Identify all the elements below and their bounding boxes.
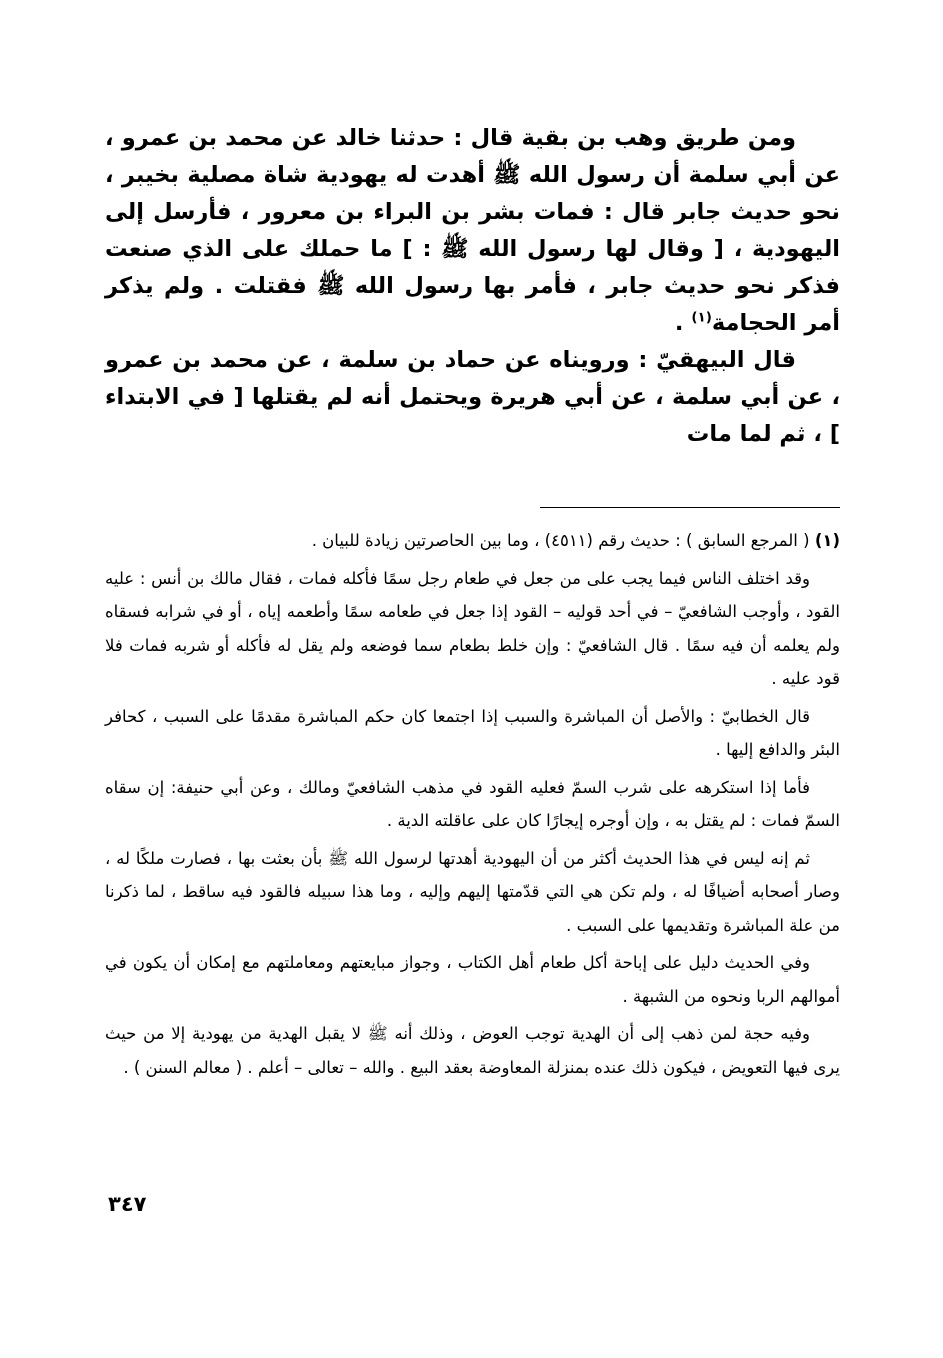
footnote-paragraph: فأما إذا استكرهه على شرب السمّ فعليه القود في مذهب الشافعيّ ومالك ، وعن أبي حنيفة: إن سقاه السمّ فمات : لم يقتل به ، وإن أوجره إيجارًا كان على عاقلته الدية . bbox=[105, 777, 840, 830]
footnote-number: (١) bbox=[814, 531, 840, 550]
footnote-paragraph: وقد اختلف الناس فيما يجب على من جعل في طعام رجل سمًا فأكله فمات ، فقال مالك بن أنس : عليه القود ، وأوجب الشافعيّ – في أحد قوليه – القود إذا جعل في طعامه سمًا وأطعمه إياه ، أو في شرابه فسقاه ولم يعلمه أن فيه سمًا . قال الشافعيّ : وإن خلط بطعام سما فوضعه ولم يقل له فأكله أو شربه فمات فلا قود عليه . bbox=[105, 568, 840, 688]
footnote-divider bbox=[540, 507, 840, 508]
main-paragraph-text: ومن طريق وهب بن بقية قال : حدثنا خالد عن محمد بن عمرو ، عن أبي سلمة أن رسول الله ﷺ أهدت له يهودية شاة مصلية بخيبر ، نحو حديث جابر قال : فمات بشر بن البراء بن معرور ، فأرسل إلى اليهودية ، [ وقال لها رسول الله ﷺ : ] ما حملك على الذي صنعت فذكر نحو حديث جابر ، فأمر بها رسول الله ﷺ فقتلت . ولم يذكر أمر الحجامة bbox=[105, 125, 840, 336]
footnote-paragraph: وفي الحديث دليل على إباحة أكل طعام أهل الكتاب ، وجواز مبايعتهم ومعاملتهم مع إمكان أن يكون في أموالهم الربا ونحوه من الشبهة . bbox=[105, 953, 840, 1006]
footnote-paragraph: ثم إنه ليس في هذا الحديث أكثر من أن اليهودية أهدتها لرسول الله ﷺ بأن بعثت بها ، فصارت ملكًا له ، وصار أصحابه أضيافًا له ، ولم تكن هي التي قدّمتها إليهم وإليه ، وما هذا سبيله فالقود فيه ساقط ، لما ذكرنا من علة المباشرة وتقديمها على السبب . bbox=[105, 848, 840, 935]
main-paragraph-end: . bbox=[674, 310, 692, 336]
footnote-paragraph: قال الخطابيّ : والأصل أن المباشرة والسبب إذا اجتمعا كان حكم المباشرة مقدمًا على السبب ، كحافر البئر والدافع إليها . bbox=[105, 706, 840, 759]
main-paragraph bbox=[105, 120, 840, 342]
page-number: ٣٤٧ bbox=[108, 1192, 147, 1216]
footnotes bbox=[105, 524, 840, 1088]
main-text bbox=[105, 120, 840, 453]
footnote-paragraph: وفيه حجة لمن ذهب إلى أن الهدية توجب العوض ، وذلك أنه ﷺ لا يقبل الهدية من يهودية إلا من حيث يرى فيها التعويض ، فيكون ذلك عنده بمنزلة المعاوضة بعقد البيع . والله – تعالى – أعلم . ( معالم السنن ) . bbox=[105, 1024, 840, 1077]
footnote-reference bbox=[105, 524, 840, 558]
footnote-marker[interactable]: (١) bbox=[691, 309, 712, 326]
footnote-reference-text: ( المرجع السابق ) : حديث رقم (٤٥١١) ، وما بين الحاصرتين زيادة للبيان . bbox=[311, 531, 810, 550]
main-paragraph: قال البيهقيّ : ورويناه عن حماد بن سلمة ، عن محمد بن عمرو ، عن أبي سلمة ، عن أبي هريرة ويحتمل أنه لم يقتلها [ في الابتداء ] ، ثم لما مات bbox=[105, 347, 840, 447]
